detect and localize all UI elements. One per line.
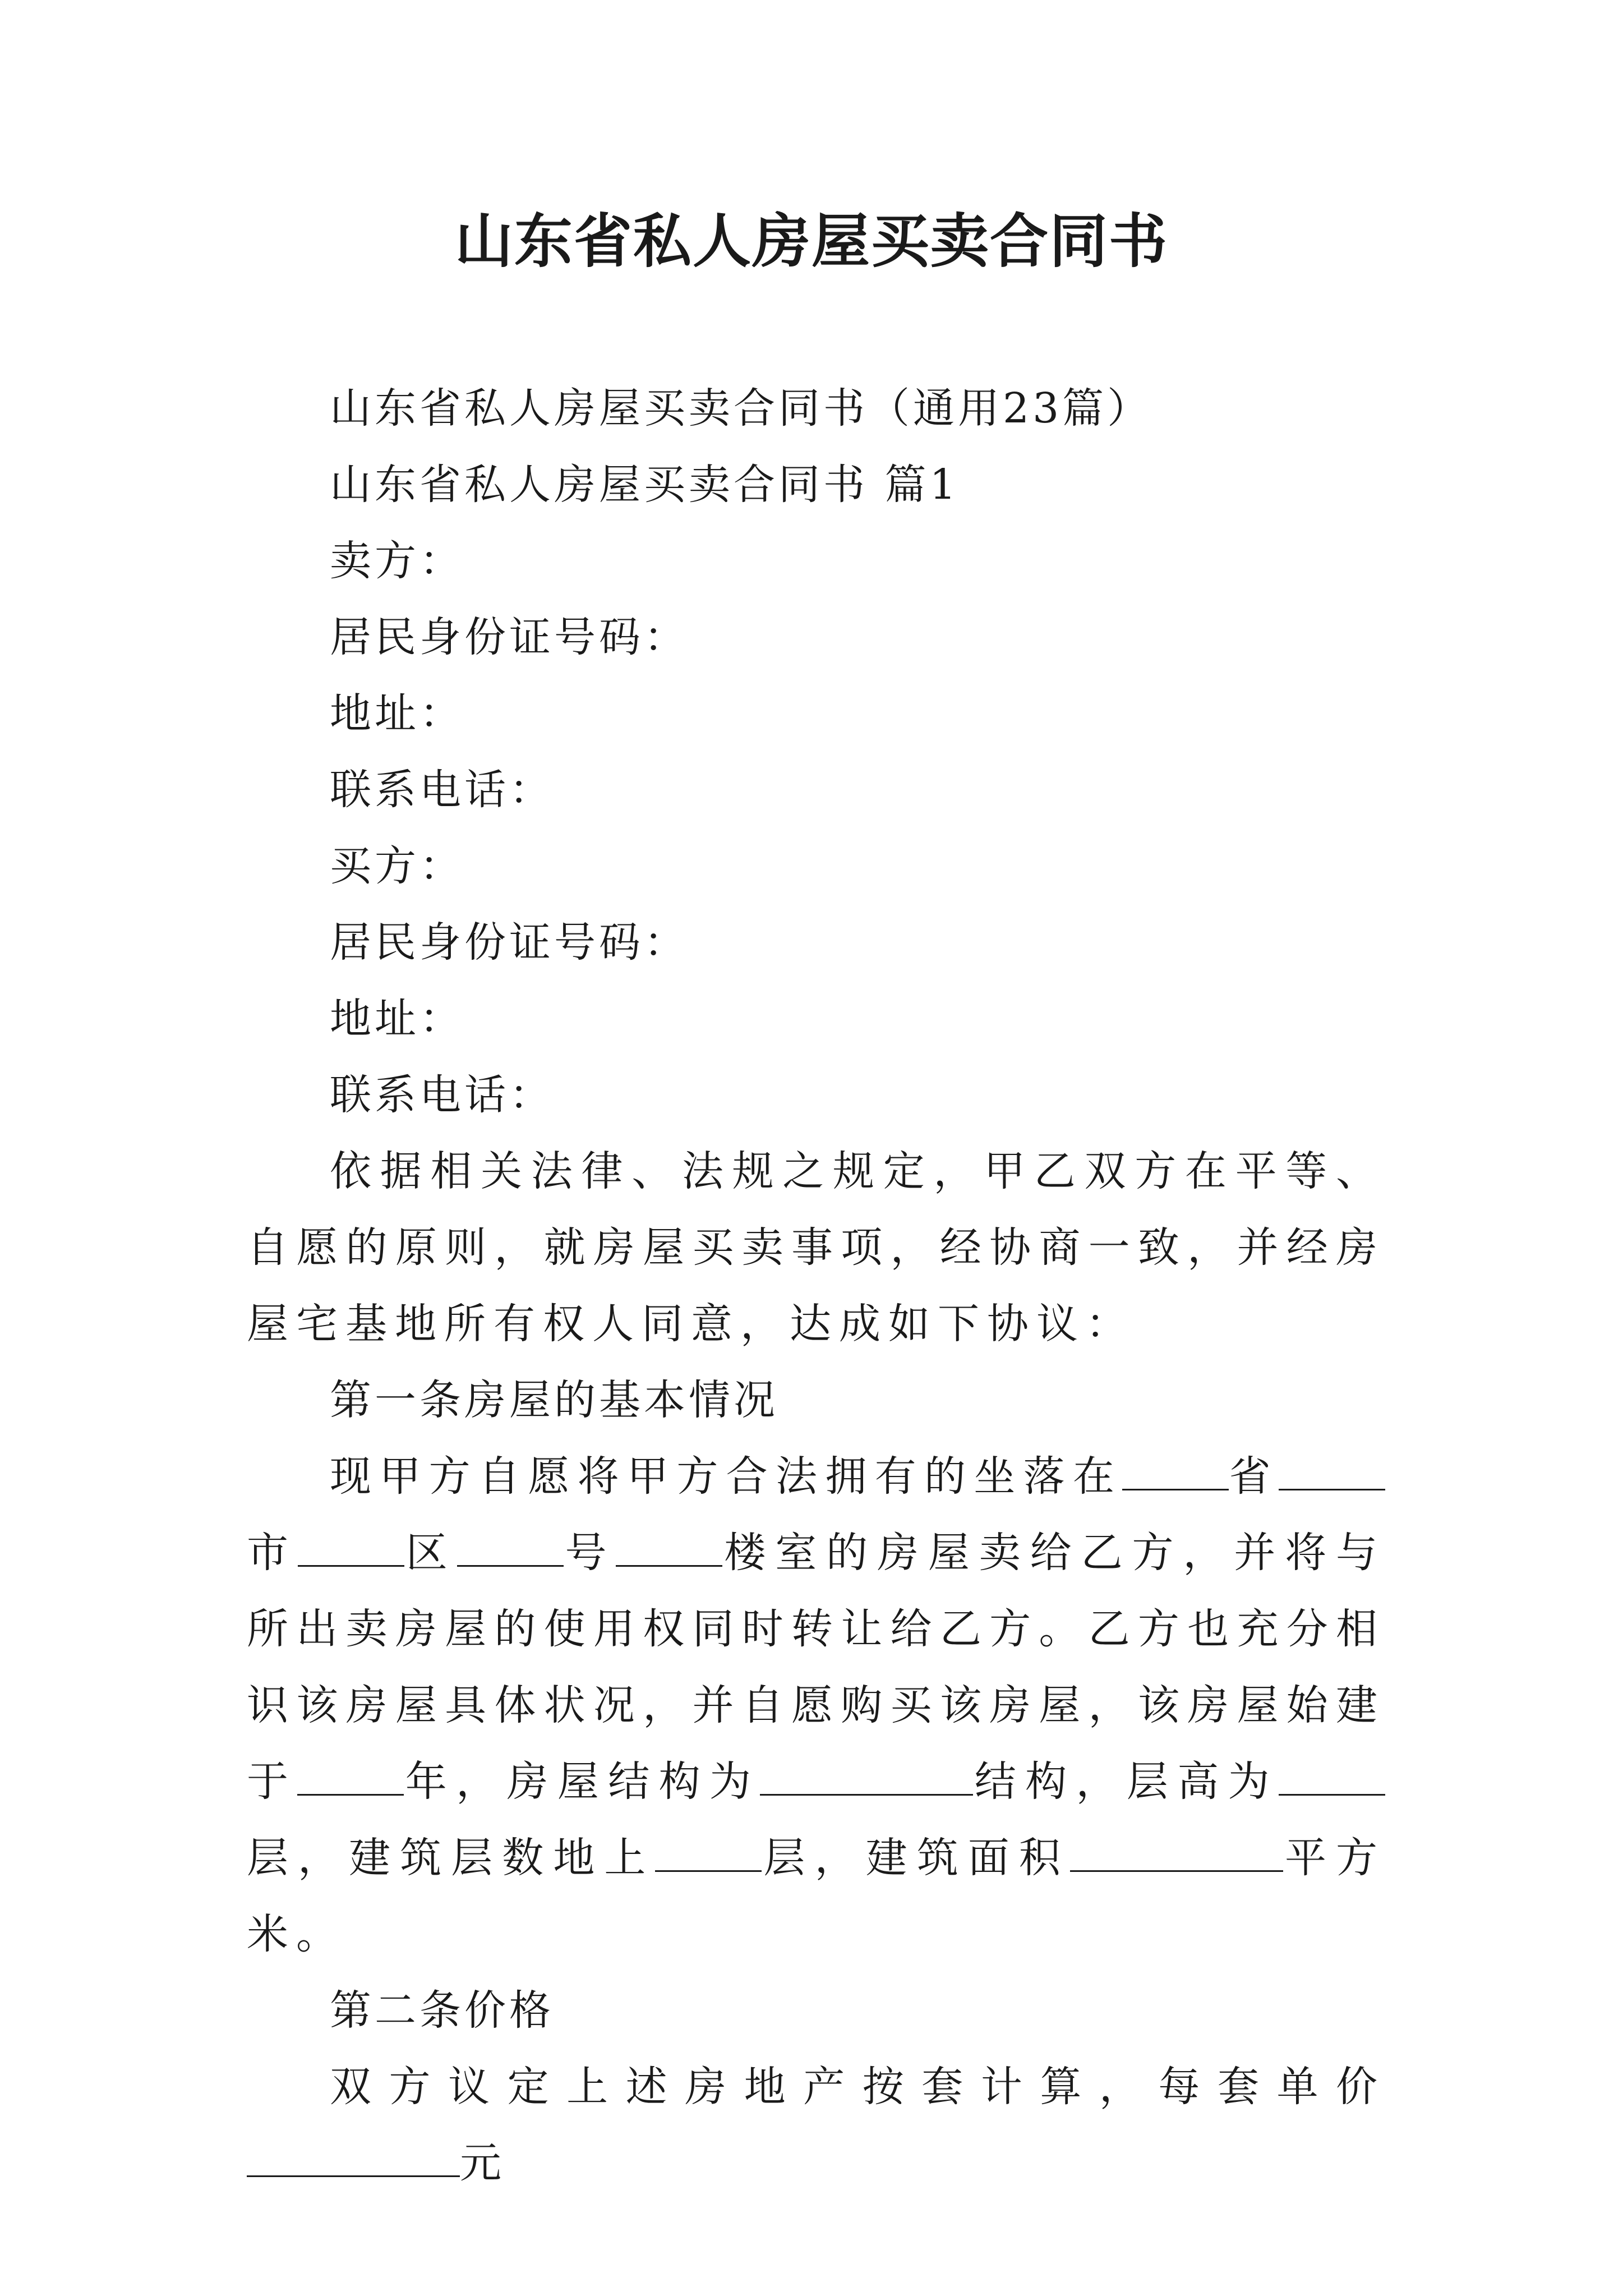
building-blank — [616, 1526, 722, 1567]
year-blank — [297, 1755, 404, 1796]
article1-text-2: 省 — [1229, 1452, 1279, 1501]
unit-price-blank — [247, 2136, 460, 2177]
chapter-heading: 山东省私人房屋买卖合同书 篇1 — [330, 461, 960, 509]
area-blank — [1070, 1831, 1283, 1872]
floor-height-blank — [1279, 1755, 1385, 1796]
subtitle-line: 山东省私人房屋买卖合同书（通用23篇） — [330, 384, 1152, 432]
province-blank — [1122, 1450, 1229, 1490]
article2-text-2: 元 — [460, 2139, 509, 2187]
number-prefix-blank — [457, 1526, 564, 1567]
seller-phone-label: 联系电话： — [330, 766, 554, 814]
floors-above-blank — [655, 1831, 762, 1872]
buyer-phone-label: 联系电话： — [330, 1071, 554, 1119]
structure-blank — [760, 1755, 973, 1796]
district-prefix-blank — [298, 1526, 404, 1567]
document-title: 山东省私人房屋买卖合同书 — [454, 206, 1168, 275]
article1-text-11: 平方米。 — [247, 1834, 1386, 1958]
article1-text-3: 市 — [247, 1529, 298, 1577]
buyer-address-label: 地址： — [330, 995, 464, 1043]
article1-text-8: 结构，层高为 — [973, 1757, 1279, 1806]
document-body — [247, 370, 1385, 2201]
article1-title: 第一条房屋的基本情况 — [330, 1376, 778, 1424]
seller-id-label: 居民身份证号码： — [330, 613, 689, 661]
article1-text-10: 层，建筑面积 — [762, 1834, 1070, 1882]
article1-text-9: 层，建筑层数地上 — [247, 1834, 656, 1882]
article1-text-4: 区 — [404, 1529, 457, 1577]
article1-paragraph — [247, 1438, 1385, 1972]
seller-address-label: 地址： — [330, 689, 464, 738]
article1-text-7: 年，房屋结构为 — [404, 1757, 760, 1806]
preamble-paragraph: 依据相关法律、法规之规定，甲乙双方在平等、自愿的原则，就房屋买卖事项，经协商一致，并经房屋宅基地所有权人同意，达成如下协议： — [247, 1147, 1385, 1348]
city-blank — [1279, 1450, 1385, 1490]
article1-text-1: 现甲方自愿将甲方合法拥有的坐落在 — [330, 1452, 1123, 1501]
buyer-id-label: 居民身份证号码： — [330, 918, 689, 967]
seller-label: 卖方： — [330, 537, 464, 585]
article1-text-5: 号 — [563, 1529, 616, 1577]
article2-paragraph — [247, 2049, 1385, 2201]
article2-title: 第二条价格 — [330, 1986, 554, 2035]
article2-text-1: 双方议定上述房地产按套计算，每套单价 — [330, 2063, 1385, 2111]
article1-text-6: 楼室的房屋卖给乙方，并将与所出卖房屋的使用权同时转让给乙方。乙方也充分相识该房屋具体状况，并自愿购买该房屋，该房屋始建于 — [247, 1529, 1386, 1806]
buyer-label: 买方： — [330, 842, 464, 890]
